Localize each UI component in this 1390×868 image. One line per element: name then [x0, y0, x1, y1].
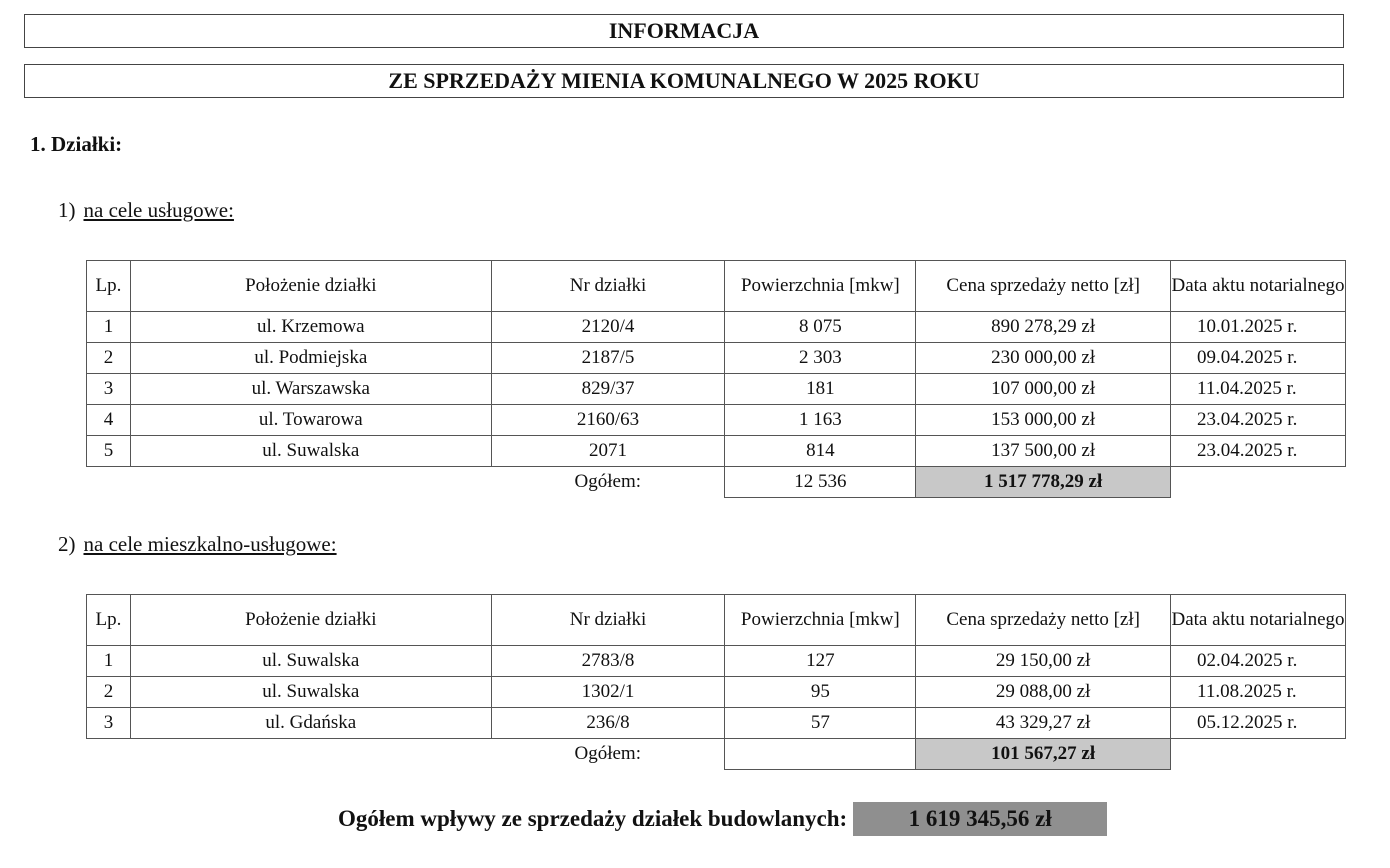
total-price: 1 517 778,29 zł — [916, 467, 1171, 498]
table-row — [87, 374, 1346, 405]
cell-lp: 4 — [87, 405, 131, 436]
total-row — [87, 467, 1346, 498]
cell-area: 181 — [725, 374, 916, 405]
col-plot-no: Nr działki — [491, 261, 725, 312]
table-row — [87, 436, 1346, 467]
cell-lp: 1 — [87, 312, 131, 343]
cell-plot-no: 236/8 — [491, 708, 725, 739]
cell-lp: 5 — [87, 436, 131, 467]
col-price: Cena sprzedaży netto [zł] — [916, 595, 1171, 646]
cell-plot-no: 1302/1 — [491, 677, 725, 708]
col-location: Położenie działki — [130, 595, 491, 646]
cell-price: 230 000,00 zł — [916, 343, 1171, 374]
group2-number: 2) — [58, 532, 76, 556]
cell-area: 8 075 — [725, 312, 916, 343]
total-price: 101 567,27 zł — [916, 739, 1171, 770]
cell-date: 23.04.2025 r. — [1171, 436, 1346, 467]
group2-label: na cele mieszkalno-usługowe: — [83, 532, 337, 556]
cell-plot-no: 2187/5 — [491, 343, 725, 374]
group2-table — [86, 594, 1346, 770]
group1-heading — [58, 198, 234, 223]
group1-label: na cele usługowe: — [83, 198, 234, 222]
cell-date: 11.08.2025 r. — [1171, 677, 1346, 708]
total-row — [87, 739, 1346, 770]
table-header-row — [87, 261, 1346, 312]
col-area: Powierzchnia [mkw] — [725, 261, 916, 312]
cell-date: 11.04.2025 r. — [1171, 374, 1346, 405]
col-location: Położenie działki — [130, 261, 491, 312]
cell-plot-no: 2160/63 — [491, 405, 725, 436]
cell-area: 2 303 — [725, 343, 916, 374]
cell-area: 127 — [725, 646, 916, 677]
document-subtitle-box — [24, 64, 1344, 98]
cell-location: ul. Towarowa — [130, 405, 491, 436]
cell-lp: 3 — [87, 374, 131, 405]
cell-price: 107 000,00 zł — [916, 374, 1171, 405]
cell-date: 23.04.2025 r. — [1171, 405, 1346, 436]
col-area: Powierzchnia [mkw] — [725, 595, 916, 646]
cell-date: 10.01.2025 r. — [1171, 312, 1346, 343]
table-row — [87, 708, 1346, 739]
col-plot-no: Nr działki — [491, 595, 725, 646]
cell-plot-no: 2071 — [491, 436, 725, 467]
cell-price: 153 000,00 zł — [916, 405, 1171, 436]
col-date: Data aktu notarialnego — [1171, 261, 1346, 312]
table-header-row — [87, 595, 1346, 646]
cell-price: 890 278,29 zł — [916, 312, 1171, 343]
cell-location: ul. Krzemowa — [130, 312, 491, 343]
cell-area: 95 — [725, 677, 916, 708]
cell-price: 43 329,27 zł — [916, 708, 1171, 739]
cell-date: 02.04.2025 r. — [1171, 646, 1346, 677]
group2-heading — [58, 532, 337, 557]
grand-total — [338, 802, 1107, 836]
grand-total-label: Ogółem wpływy ze sprzedaży działek budowlanych: — [338, 806, 848, 831]
cell-location: ul. Suwalska — [130, 646, 491, 677]
table-row — [87, 312, 1346, 343]
cell-location: ul. Suwalska — [130, 677, 491, 708]
cell-location: ul. Warszawska — [130, 374, 491, 405]
cell-date: 09.04.2025 r. — [1171, 343, 1346, 374]
group1-number: 1) — [58, 198, 76, 222]
total-area: 12 536 — [725, 467, 916, 498]
table-row — [87, 343, 1346, 374]
cell-date: 05.12.2025 r. — [1171, 708, 1346, 739]
cell-price: 29 150,00 zł — [916, 646, 1171, 677]
col-lp: Lp. — [87, 261, 131, 312]
cell-lp: 1 — [87, 646, 131, 677]
cell-location: ul. Suwalska — [130, 436, 491, 467]
cell-location: ul. Podmiejska — [130, 343, 491, 374]
cell-price: 29 088,00 zł — [916, 677, 1171, 708]
table-row — [87, 646, 1346, 677]
section-heading: 1. Działki: — [30, 132, 123, 156]
total-label: Ogółem: — [574, 743, 641, 765]
cell-plot-no: 2783/8 — [491, 646, 725, 677]
cell-area: 57 — [725, 708, 916, 739]
cell-location: ul. Gdańska — [130, 708, 491, 739]
document-title: INFORMACJA — [608, 18, 760, 43]
total-label: Ogółem: — [574, 471, 642, 493]
cell-lp: 2 — [87, 343, 131, 374]
cell-price: 137 500,00 zł — [916, 436, 1171, 467]
cell-area: 1 163 — [725, 405, 916, 436]
total-area — [725, 739, 916, 770]
table-row — [87, 405, 1346, 436]
cell-area: 814 — [725, 436, 916, 467]
group1-table — [86, 260, 1346, 498]
document-subtitle: ZE SPRZEDAŻY MIENIA KOMUNALNEGO W 2025 ROKU — [388, 68, 980, 93]
col-price: Cena sprzedaży netto [zł] — [916, 261, 1171, 312]
cell-plot-no: 829/37 — [491, 374, 725, 405]
document-title-box — [24, 14, 1344, 48]
col-lp: Lp. — [87, 595, 131, 646]
grand-total-value: 1 619 345,56 zł — [853, 802, 1107, 836]
table-row — [87, 677, 1346, 708]
cell-lp: 2 — [87, 677, 131, 708]
col-date: Data aktu notarialnego — [1171, 595, 1346, 646]
cell-lp: 3 — [87, 708, 131, 739]
cell-plot-no: 2120/4 — [491, 312, 725, 343]
